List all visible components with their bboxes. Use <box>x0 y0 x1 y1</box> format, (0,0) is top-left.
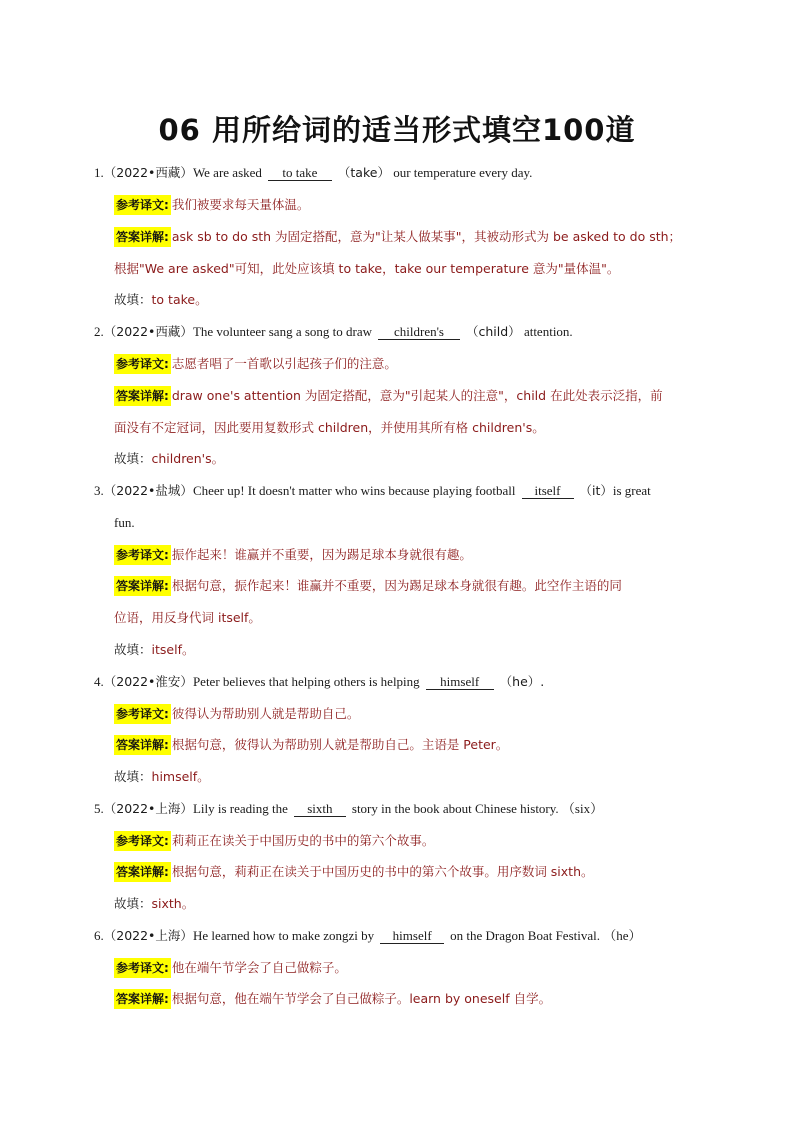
question-text: attention. <box>523 324 573 339</box>
question-source: （2022•盐城） <box>103 483 193 498</box>
final-answer: itself。 <box>151 642 195 657</box>
answer-blank: children's <box>378 324 460 340</box>
explanation-text: 根据句意，彼得认为帮助别人就是帮助自己。主语是 Peter。 <box>171 737 509 752</box>
question-text: is great <box>612 483 651 498</box>
question-source: （2022•淮安） <box>103 674 193 689</box>
question-text: on the Dragon Boat Festival. （he） <box>450 928 642 943</box>
translation-text: 莉莉正在读关于中国历史的书中的第六个故事。 <box>171 833 435 848</box>
explanation-tag: 答案详解: <box>114 862 171 882</box>
question-text: He learned how to make zongzi by <box>192 928 375 943</box>
explanation-line <box>114 386 704 406</box>
page-title: 06 用所给词的适当形式填空100道 <box>158 113 636 147</box>
question-line <box>94 481 704 501</box>
question-line <box>94 926 704 946</box>
question-text: fun. <box>114 515 135 530</box>
question-number: 6. <box>94 928 104 943</box>
question-text: story in the book about Chinese history. （six） <box>351 801 604 816</box>
question-line <box>94 672 704 692</box>
final-answer: children's。 <box>151 451 225 466</box>
question-source: （2022•西藏） <box>103 165 193 180</box>
translation-text: 志愿者唱了一首歌以引起孩子们的注意。 <box>171 356 397 371</box>
explanation-line <box>114 227 704 247</box>
answer-blank: sixth <box>294 801 346 817</box>
explanation-text: 位语，用反身代词 itself。 <box>114 610 261 625</box>
translation-text: 彼得认为帮助别人就是帮助自己。 <box>171 706 360 721</box>
translation-line <box>114 831 704 851</box>
explanation-line <box>114 989 704 1009</box>
explanation-text: 根据句意，振作起来！谁赢并不重要，因为踢足球本身就很有趣。此空作主语的同 <box>171 578 622 593</box>
translation-line <box>114 195 704 215</box>
explanation-text: ask sb to do sth 为固定搭配，意为"让某人做某事"，其被动形式为 be asked to do sth； <box>171 229 682 244</box>
answer-label: 故填： <box>114 292 152 307</box>
explanation-line <box>114 735 704 755</box>
explanation-tag: 答案详解: <box>114 576 171 596</box>
question-text: The volunteer sang a song to draw <box>192 324 372 339</box>
translation-line <box>114 545 704 565</box>
question-number: 5. <box>94 801 104 816</box>
answer-blank: himself <box>426 674 494 690</box>
final-answer: sixth。 <box>151 896 195 911</box>
question-number: 2. <box>94 324 104 339</box>
question-source: （2022•西藏） <box>103 324 193 339</box>
explanation-line <box>114 608 704 628</box>
explanation-line <box>114 576 704 596</box>
answer-label: 故填： <box>114 896 152 911</box>
final-answer: to take。 <box>151 292 208 307</box>
answer-line <box>114 767 704 787</box>
question-text: We are asked <box>192 165 262 180</box>
translation-tag: 参考译文: <box>114 354 171 374</box>
explanation-line <box>114 259 704 279</box>
translation-tag: 参考译文: <box>114 958 171 978</box>
explanation-text: 根据句意，他在端午节学会了自己做粽子。learn by oneself 自学。 <box>171 991 552 1006</box>
answer-label: 故填： <box>114 451 152 466</box>
answer-blank: to take <box>268 165 332 181</box>
explanation-text: 根据句意，莉莉正在读关于中国历史的书中的第六个故事。用序数词 sixth。 <box>171 864 594 879</box>
translation-text: 他在端午节学会了自己做粽子。 <box>171 960 347 975</box>
question-number: 3. <box>94 483 104 498</box>
question-line <box>94 799 704 819</box>
answer-line <box>114 449 704 469</box>
translation-tag: 参考译文: <box>114 831 171 851</box>
question-text: Cheer up! It doesn't matter who wins because playing football <box>192 483 516 498</box>
explanation-text: draw one's attention 为固定搭配，意为"引起某人的注意"，child 在此处表示泛指，前 <box>171 388 663 403</box>
word-hint: （child） <box>466 324 521 339</box>
explanation-text: 面没有不定冠词，因此要用复数形式 children，并使用其所有格 children's。 <box>114 420 545 435</box>
answer-line <box>114 290 704 310</box>
translation-tag: 参考译文: <box>114 704 171 724</box>
question-number: 1. <box>94 165 104 180</box>
translation-tag: 参考译文: <box>114 545 171 565</box>
word-hint: （take） <box>337 165 390 180</box>
translation-line <box>114 704 704 724</box>
answer-line <box>114 640 704 660</box>
question-line <box>94 163 704 183</box>
translation-text: 振作起来！谁赢并不重要，因为踢足球本身就很有趣。 <box>171 547 472 562</box>
translation-tag: 参考译文: <box>114 195 171 215</box>
word-hint: （he）. <box>499 674 545 689</box>
translation-text: 我们被要求每天量体温。 <box>171 197 310 212</box>
question-text: our temperature every day. <box>393 165 533 180</box>
question-source: （2022•上海） <box>103 928 193 943</box>
word-hint: （it） <box>579 483 613 498</box>
explanation-line <box>114 862 704 882</box>
answer-line <box>114 894 704 914</box>
explanation-tag: 答案详解: <box>114 386 171 406</box>
answer-blank: himself <box>380 928 444 944</box>
question-text: Lily is reading the <box>192 801 288 816</box>
question-line-continued <box>114 513 704 533</box>
question-line <box>94 322 704 342</box>
question-text: Peter believes that helping others is helping <box>192 674 420 689</box>
explanation-tag: 答案详解: <box>114 227 171 247</box>
translation-line <box>114 354 704 374</box>
explanation-tag: 答案详解: <box>114 989 171 1009</box>
answer-blank: itself <box>522 483 574 499</box>
translation-line <box>114 958 704 978</box>
question-source: （2022•上海） <box>103 801 193 816</box>
explanation-line <box>114 418 704 438</box>
answer-label: 故填： <box>114 769 152 784</box>
answer-label: 故填： <box>114 642 152 657</box>
final-answer: himself。 <box>151 769 210 784</box>
explanation-text: 根据"We are asked"可知，此处应该填 to take，take our temperature 意为"量体温"。 <box>114 261 620 276</box>
question-number: 4. <box>94 674 104 689</box>
explanation-tag: 答案详解: <box>114 735 171 755</box>
